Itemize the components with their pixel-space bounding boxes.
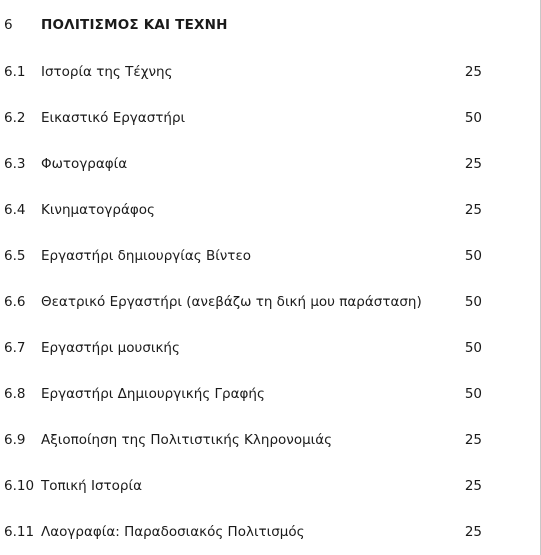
item-hours: 25 <box>464 64 482 80</box>
item-title: Τοπική Ιστορία <box>41 478 142 494</box>
item-hours: 25 <box>464 478 482 494</box>
item-title: Θεατρικό Εργαστήρι (ανεβάζω τη δική μου παράσταση) <box>41 294 422 310</box>
item-number: 6.3 <box>4 156 26 172</box>
item-number: 6.7 <box>4 340 26 356</box>
list-item <box>0 522 520 542</box>
item-number: 6.4 <box>4 202 26 218</box>
item-title: Φωτογραφία <box>41 156 128 172</box>
list-item <box>0 338 520 358</box>
item-title: Κινηματογράφος <box>41 202 155 218</box>
list-item <box>0 476 520 496</box>
item-title: Εργαστήρι μουσικής <box>41 340 180 356</box>
section-number: 6 <box>4 17 13 33</box>
list-item <box>0 154 520 174</box>
item-number: 6.10 <box>4 478 35 494</box>
list-item <box>0 246 520 266</box>
section-title: ΠΟΛΙΤΙΣΜΟΣ ΚΑΙ ΤΕΧΝΗ <box>41 17 228 33</box>
item-number: 6.5 <box>4 248 26 264</box>
list-item <box>0 62 520 82</box>
item-hours: 50 <box>464 110 482 126</box>
item-title: Εργαστήρι Δημιουργικής Γραφής <box>41 386 265 402</box>
item-number: 6.11 <box>4 524 35 540</box>
list-item <box>0 384 520 404</box>
list-item <box>0 292 520 312</box>
item-hours: 50 <box>464 340 482 356</box>
item-title: Ιστορία της Τέχνης <box>41 64 173 80</box>
item-hours: 25 <box>464 202 482 218</box>
item-title: Λαογραφία: Παραδοσιακός Πολιτισμός <box>41 524 305 540</box>
item-title: Αξιοποίηση της Πολιτιστικής Κληρονομιάς <box>41 432 333 448</box>
item-title: Εικαστικό Εργαστήρι <box>41 110 186 126</box>
item-title: Εργαστήρι δημιουργίας Βίντεο <box>41 248 251 264</box>
item-hours: 50 <box>464 294 482 310</box>
item-hours: 25 <box>464 524 482 540</box>
item-number: 6.8 <box>4 386 26 402</box>
list-item <box>0 108 520 128</box>
item-hours: 25 <box>464 432 482 448</box>
item-hours: 50 <box>464 248 482 264</box>
item-hours: 50 <box>464 386 482 402</box>
item-number: 6.2 <box>4 110 26 126</box>
item-number: 6.9 <box>4 432 26 448</box>
list-item <box>0 430 520 450</box>
section-header <box>0 15 520 35</box>
item-number: 6.1 <box>4 64 26 80</box>
list-item <box>0 200 520 220</box>
item-hours: 25 <box>464 156 482 172</box>
item-number: 6.6 <box>4 294 26 310</box>
